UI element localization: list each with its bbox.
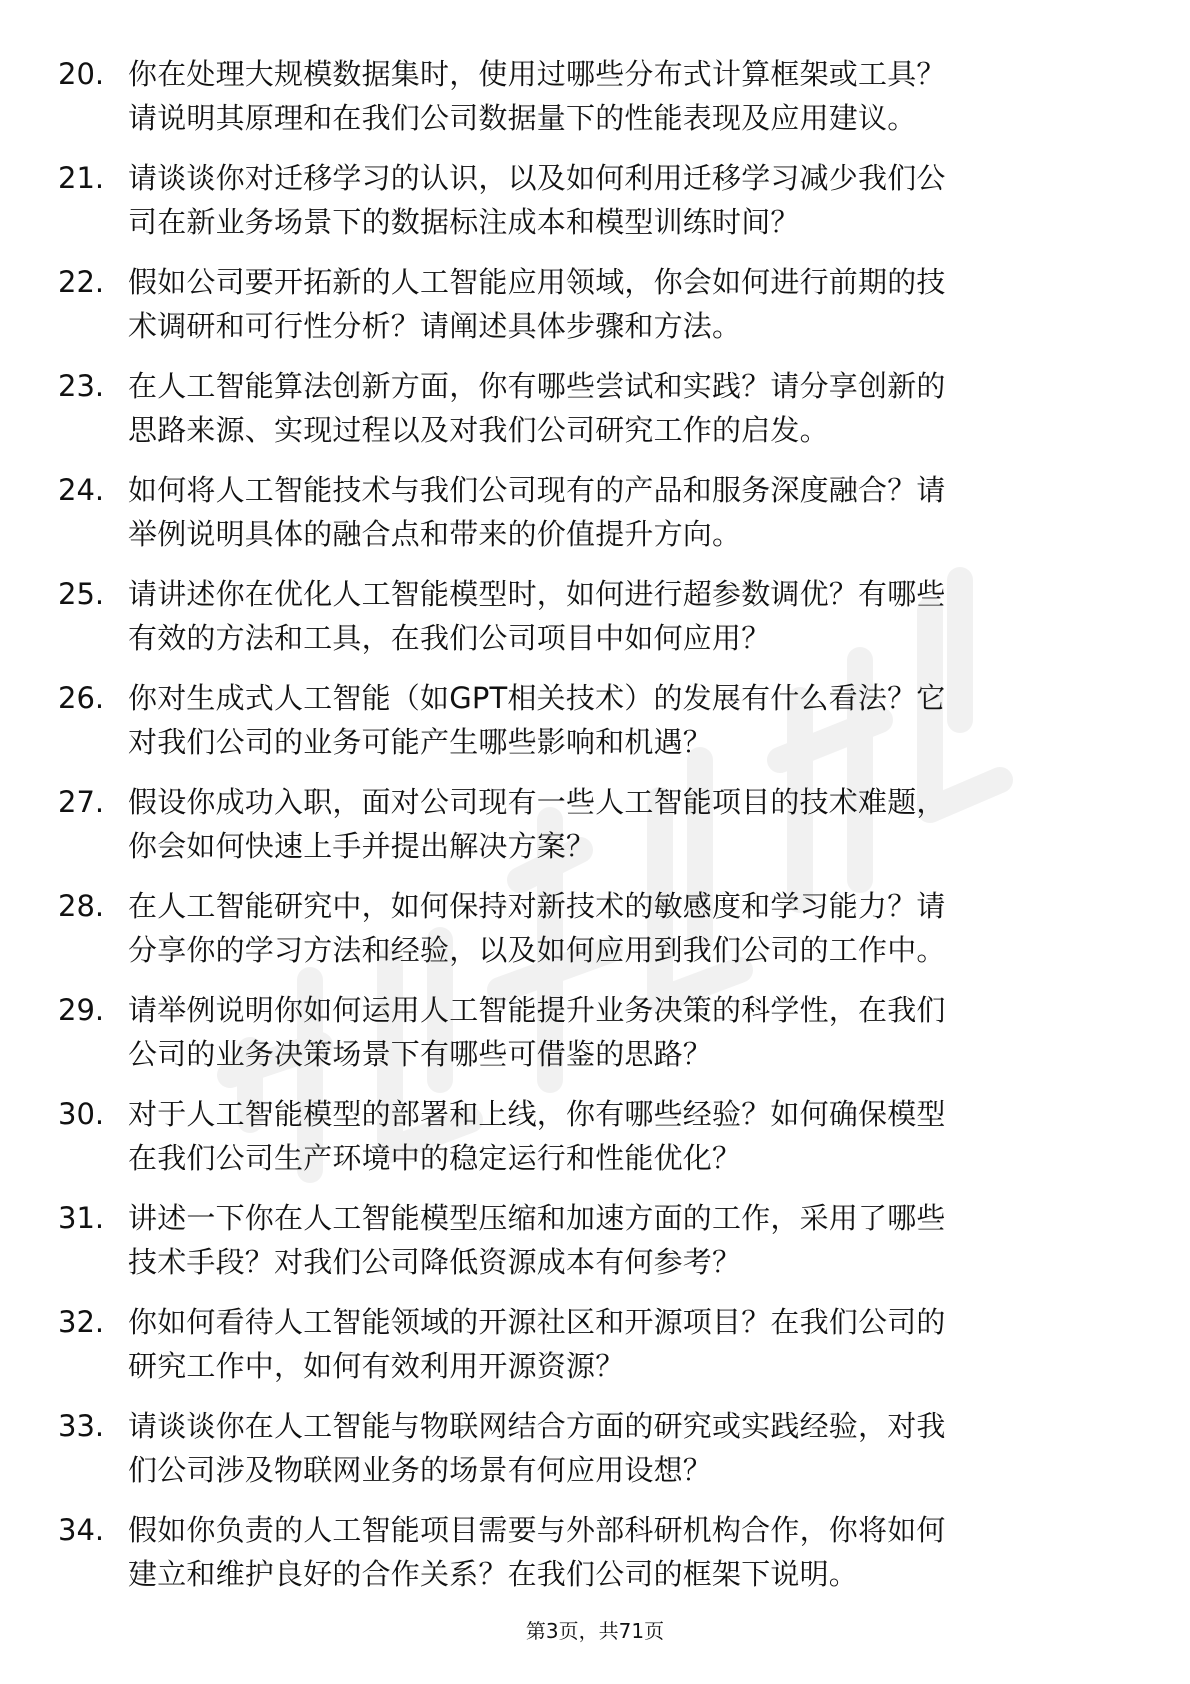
question-item xyxy=(58,1508,1118,1612)
question-number: 22. xyxy=(58,265,105,299)
question-line: 研究工作中，如何有效利用开源资源？ xyxy=(128,1349,625,1383)
question-line: 有效的方法和工具，在我们公司项目中如何应用？ xyxy=(128,621,771,655)
question-text xyxy=(128,780,1118,868)
question-item xyxy=(58,156,1118,260)
question-number: 32. xyxy=(58,1305,105,1339)
question-line: 假如你负责的人工智能项目需要与外部科研机构合作，你将如何 xyxy=(128,1513,946,1547)
question-number: 20. xyxy=(58,57,105,91)
question-text xyxy=(128,260,1118,348)
question-item xyxy=(58,1404,1118,1508)
question-item xyxy=(58,260,1118,364)
question-line: 思路来源、实现过程以及对我们公司研究工作的启发。 xyxy=(128,413,829,447)
question-number: 30. xyxy=(58,1097,105,1131)
question-item xyxy=(58,676,1118,780)
question-line: 假如公司要开拓新的人工智能应用领域，你会如何进行前期的技 xyxy=(128,265,946,299)
question-text xyxy=(128,988,1118,1076)
question-text xyxy=(128,884,1118,972)
question-line: 建立和维护良好的合作关系？在我们公司的框架下说明。 xyxy=(128,1557,859,1591)
question-number: 25. xyxy=(58,577,105,611)
question-line: 讲述一下你在人工智能模型压缩和加速方面的工作，采用了哪些 xyxy=(128,1201,946,1235)
question-number: 23. xyxy=(58,369,105,403)
question-number: 34. xyxy=(58,1513,105,1547)
page-footer xyxy=(0,1618,1190,1644)
question-line: 请讲述你在优化人工智能模型时，如何进行超参数调优？有哪些 xyxy=(128,577,946,611)
question-line: 在我们公司生产环境中的稳定运行和性能优化？ xyxy=(128,1141,742,1175)
question-item xyxy=(58,1300,1118,1404)
question-number: 27. xyxy=(58,785,105,819)
question-text xyxy=(128,52,1118,140)
question-item xyxy=(58,1196,1118,1300)
question-text xyxy=(128,1404,1118,1492)
question-line: 请谈谈你对迁移学习的认识，以及如何利用迁移学习减少我们公 xyxy=(128,161,946,195)
question-line: 们公司涉及物联网业务的场景有何应用设想？ xyxy=(128,1453,713,1487)
question-line: 你会如何快速上手并提出解决方案？ xyxy=(128,829,596,863)
question-text xyxy=(128,572,1118,660)
question-line: 你对生成式人工智能（如GPT相关技术）的发展有什么看法？它 xyxy=(128,681,946,715)
question-line: 分享你的学习方法和经验，以及如何应用到我们公司的工作中。 xyxy=(128,933,946,967)
page-number-label: 第3页，共71页 xyxy=(525,1619,665,1643)
question-line: 请说明其原理和在我们公司数据量下的性能表现及应用建议。 xyxy=(128,101,917,135)
question-line: 术调研和可行性分析？请阐述具体步骤和方法。 xyxy=(128,309,742,343)
question-text xyxy=(128,1092,1118,1180)
question-line: 技术手段？对我们公司降低资源成本有何参考？ xyxy=(128,1245,742,1279)
question-text xyxy=(128,156,1118,244)
question-line: 公司的业务决策场景下有哪些可借鉴的思路？ xyxy=(128,1037,713,1071)
question-line: 你在处理大规模数据集时，使用过哪些分布式计算框架或工具？ xyxy=(128,57,946,91)
question-number: 28. xyxy=(58,889,105,923)
question-item xyxy=(58,364,1118,468)
question-line: 对于人工智能模型的部署和上线，你有哪些经验？如何确保模型 xyxy=(128,1097,946,1131)
question-item xyxy=(58,52,1118,156)
question-number: 29. xyxy=(58,993,105,1027)
question-line: 请举例说明你如何运用人工智能提升业务决策的科学性，在我们 xyxy=(128,993,946,1027)
question-item xyxy=(58,884,1118,988)
question-number: 24. xyxy=(58,473,105,507)
question-number: 21. xyxy=(58,161,105,195)
question-number: 33. xyxy=(58,1409,105,1443)
question-line: 假设你成功入职，面对公司现有一些人工智能项目的技术难题， xyxy=(128,785,946,819)
question-line: 在人工智能研究中，如何保持对新技术的敏感度和学习能力？请 xyxy=(128,889,946,923)
question-text xyxy=(128,468,1118,556)
question-line: 在人工智能算法创新方面，你有哪些尝试和实践？请分享创新的 xyxy=(128,369,946,403)
question-text xyxy=(128,676,1118,764)
question-line: 对我们公司的业务可能产生哪些影响和机遇？ xyxy=(128,725,713,759)
question-number: 31. xyxy=(58,1201,105,1235)
question-line: 司在新业务场景下的数据标注成本和模型训练时间？ xyxy=(128,205,800,239)
question-text xyxy=(128,1508,1118,1596)
question-item xyxy=(58,988,1118,1092)
question-item xyxy=(58,572,1118,676)
question-text xyxy=(128,364,1118,452)
question-line: 如何将人工智能技术与我们公司现有的产品和服务深度融合？请 xyxy=(128,473,946,507)
question-item xyxy=(58,780,1118,884)
question-item xyxy=(58,468,1118,572)
question-number: 26. xyxy=(58,681,105,715)
question-line: 请谈谈你在人工智能与物联网结合方面的研究或实践经验，对我 xyxy=(128,1409,946,1443)
question-list xyxy=(58,52,1118,1612)
question-text xyxy=(128,1300,1118,1388)
question-line: 你如何看待人工智能领域的开源社区和开源项目？在我们公司的 xyxy=(128,1305,946,1339)
question-line: 举例说明具体的融合点和带来的价值提升方向。 xyxy=(128,517,742,551)
question-text xyxy=(128,1196,1118,1284)
question-item xyxy=(58,1092,1118,1196)
